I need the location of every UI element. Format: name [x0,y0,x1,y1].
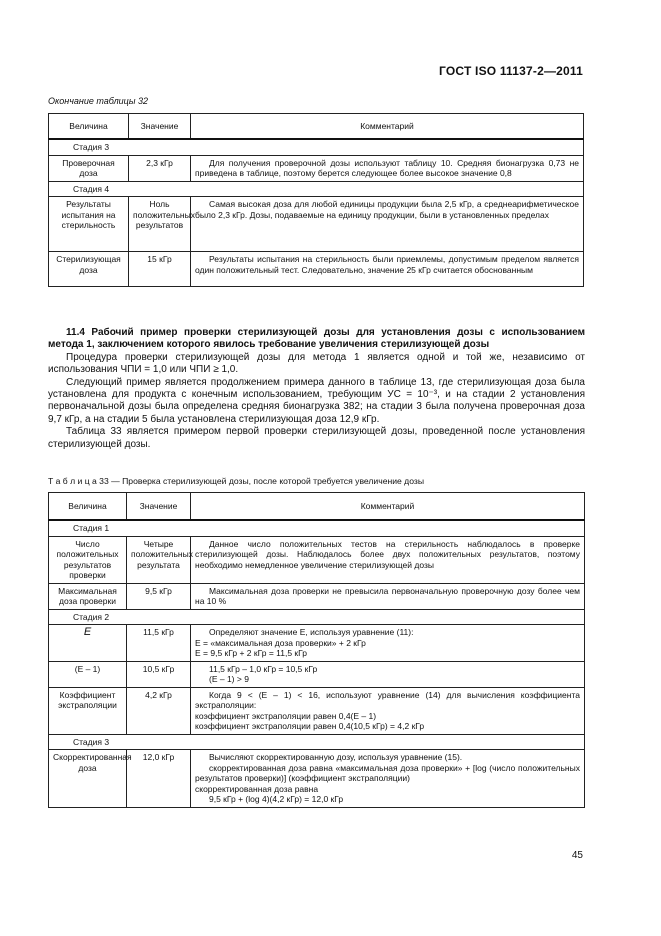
stage-row: Стадия 4 [49,181,584,197]
table32-caption: Окончание таблицы 32 [48,96,148,106]
paragraph: Процедура проверки стерилизующей дозы для метода 1 является одной и той же, независимо от использования ЧПИ = 1,0 или ЧПИ ≥ 1,0. [48,351,585,376]
cell-value: 2,3 кГр [129,155,191,181]
cell-name: Коэффициент экстраполяции [49,687,127,734]
col-header-comment: Комментарий [191,114,584,140]
col-header-quantity: Величина [49,493,127,521]
comment-line: коэффициент экстраполяции равен 0,4(10,5 кГр) = 4,2 кГр [195,721,425,731]
cell-comment [191,625,585,662]
cell-comment: Результаты испытания на стерильность были приемлемы, допустимым пределом является один положительный тест. Следовательно, значение 25 кГр считается обоснованным [191,252,584,287]
table33-caption: Т а б л и ц а 33 — Проверка стерилизующей дозы, после которой требуется увеличение дозы [48,476,425,486]
col-header-value: Значение [129,114,191,140]
table-header-row [49,493,585,521]
paragraph: Таблица 33 является примером первой проверки стерилизующей дозы, проведенной после установления стерилизующей дозы. [48,426,585,450]
cell-value: 11,5 кГр [127,625,191,662]
comment-line: скорректированная доза равна «максимальная доза проверки» + [log (число положительных результатов проверки)] (коэффициент экстраполяции) [195,762,580,783]
comment-line: 11,5 кГр – 1,0 кГр = 10,5 кГр [209,663,318,674]
cell-name: Проверочная доза [49,155,129,181]
cell-value: 10,5 кГр [127,661,191,687]
cell-name: Стерилизующая доза [49,252,129,287]
cell-value: 4,2 кГр [127,687,191,734]
cell-comment [191,661,585,687]
document-code: ГОСТ ISO 11137-2—2011 [439,64,583,78]
stage-row: Стадия 3 [49,139,584,155]
table-row [49,625,585,662]
comment-line: E = 9,5 кГр + 2 кГр = 11,5 кГр [195,648,307,658]
comment-line: Вычисляют скорректированную дозу, используя уравнение (15). [209,752,463,762]
col-header-comment: Комментарий [191,493,585,521]
cell-comment: Максимальная доза проверки не превысила первоначальную проверочную дозу более чем на 10 % [191,583,585,609]
cell-value: Ноль положительных результатов [129,197,191,252]
table-row [49,750,585,808]
table-row [49,197,584,252]
cell-value: Четыре положительных результата [127,536,191,583]
paragraph: Следующий пример является продолжением примера данного в таблице 13, где стерилизующая доза была установлена для продукта с конечным использованием, требующим УС = 10⁻³, и на стадии 2 установления первоначальной дозы была определена средняя бионагрузка 382; на стадии 3 была получена проверочная доза 9,7 кГр, а на стадии 5 была установлена стерилизующая доза 12,9 кГр. [48,376,585,425]
page-number: 45 [571,850,583,861]
section-heading: 11.4 Рабочий пример проверки стерилизующей дозы для установления дозы с использованием метода 1, заключением которого явилось требование увеличения стерилизующей дозы [48,327,585,351]
comment-line: скорректированная доза равна [195,783,319,794]
comment-line: Определяют значение E, используя уравнение (11): [209,627,414,637]
comment-line: Когда 9 < (E – 1) < 16, используют уравнение (14) для вычисления коэффициента экстраполяции: [195,689,580,710]
cell-name: (E – 1) [49,661,127,687]
stage-row: Стадия 2 [49,609,585,625]
cell-name: Результаты испытания на стерильность [49,197,129,252]
table-33 [48,492,585,808]
comment-line: коэффициент экстраполяции равен 0,4(E – 1) [195,710,377,721]
cell-name: Максимальная доза проверки [49,583,127,609]
col-header-value: Значение [127,493,191,521]
col-header-quantity: Величина [49,114,129,140]
cell-name: E [49,625,127,662]
table-row [49,252,584,287]
cell-value: 9,5 кГр [127,583,191,609]
cell-name: Число положительных результатов проверки [49,536,127,583]
section-11-4 [48,327,585,451]
table-row [49,687,585,734]
comment-line: (E – 1) > 9 [209,674,249,684]
comment-line: 9,5 кГр + (log 4)(4,2 кГр) = 12,0 кГр [209,794,344,804]
cell-name: Скорректированная доза [49,750,127,808]
table-header-row [49,114,584,140]
table-row [49,661,585,687]
stage-row: Стадия 3 [49,734,585,750]
cell-comment: Данное число положительных тестов на стерильность наблюдалось в проверке стерилизующей дозы. Наблюдалось более двух положительных результатов, поэтому необходимо немедленное увеличение стерилизующей дозы [191,536,585,583]
table-32 [48,113,584,287]
table-row [49,536,585,583]
cell-comment [191,750,585,808]
stage-row: Стадия 1 [49,520,585,536]
cell-value: 12,0 кГр [127,750,191,808]
cell-comment: Для получения проверочной дозы используют таблицу 10. Средняя бионагрузка 0,73 не приведена в таблице, поэтому берется следующее более высокое значение 0,8 [191,155,584,181]
comment-line: E = «максимальная доза проверки» + 2 кГр [195,637,366,648]
table-row [49,583,585,609]
cell-comment [191,687,585,734]
table-row [49,155,584,181]
cell-value: 15 кГр [129,252,191,287]
cell-comment: Самая высокая доза для любой единицы продукции была 2,5 кГр, а среднеарифметическое было 2,3 кГр. Дозы, подаваемые на единицу продукции, были в установленных пределах [191,197,584,252]
